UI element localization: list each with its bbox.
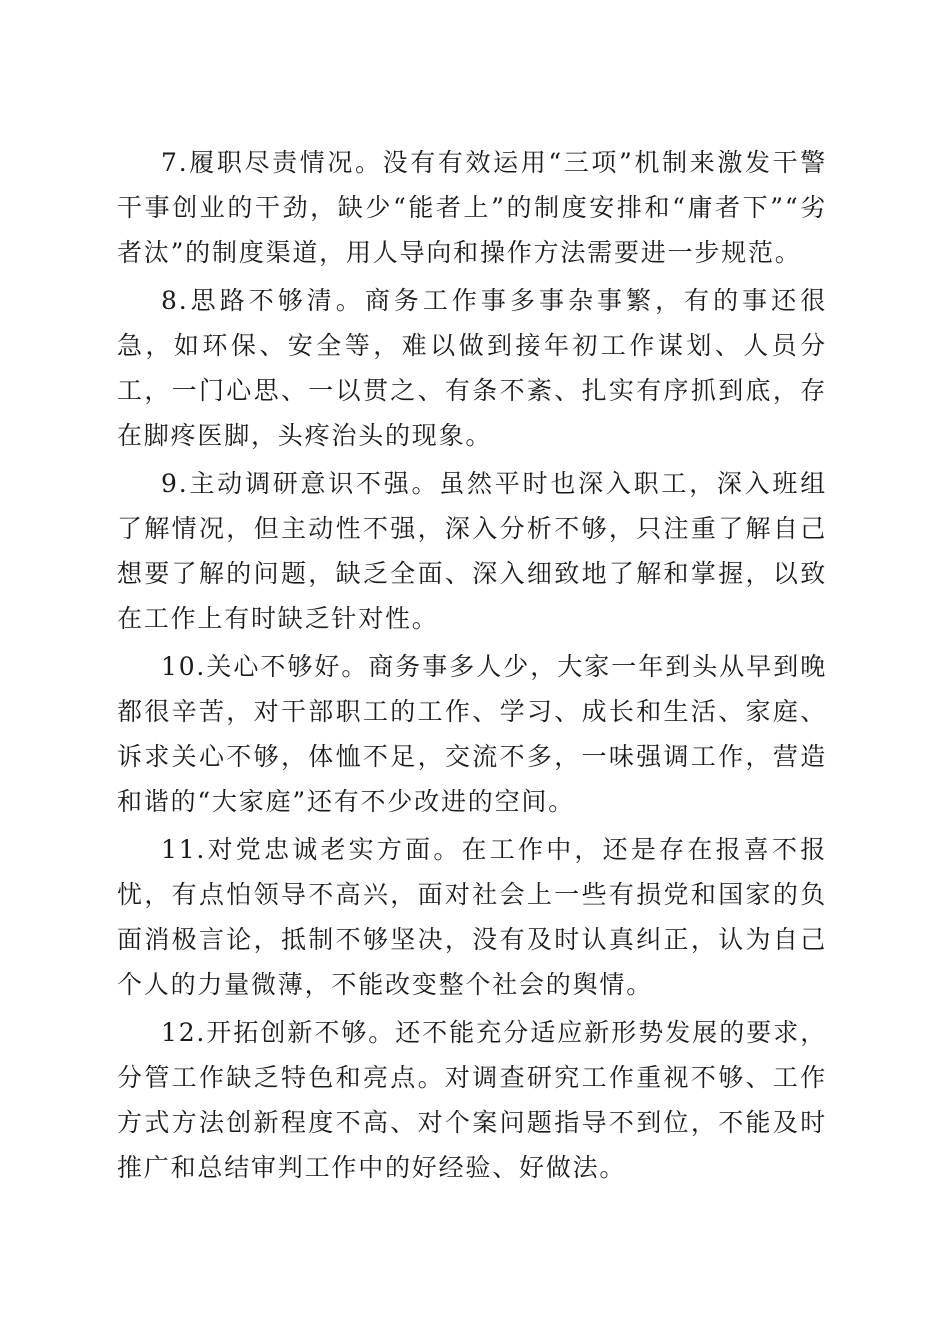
paragraph-12: 12.开拓创新不够。还不能充分适应新形势发展的要求，分管工作缺乏特色和亮点。对调查研究工作重视不够、工作方式方法创新程度不高、对个案问题指导不到位，不能及时推广和总结审判工作中的好经验、好做法。: [117, 1018, 827, 1182]
document-body: [117, 140, 827, 1193]
paragraph-9: 9.主动调研意识不强。虽然平时也深入职工，深入班组了解情况，但主动性不强，深入分析不够，只注重了解自己想要了解的问题，缺乏全面、深入细致地了解和掌握，以致在工作上有时缺乏针对性。: [117, 469, 827, 633]
paragraph-11: 11.对党忠诚老实方面。在工作中，还是存在报喜不报忧，有点怕领导不高兴，面对社会上一些有损党和国家的负面消极言论，抵制不够坚决，没有及时认真纠正，认为自己个人的力量微薄，不能改变整个社会的舆情。: [117, 835, 827, 999]
paragraph-7: 7.履职尽责情况。没有有效运用“三项”机制来激发干警干事创业的干劲，缺少“能者上”的制度安排和“庸者下”“劣者汰”的制度渠道，用人导向和操作方法需要进一步规范。: [117, 148, 827, 267]
paragraph-10: 10.关心不够好。商务事多人少，大家一年到头从早到晚都很辛苦，对干部职工的工作、学习、成长和生活、家庭、诉求关心不够，体恤不足，交流不多，一味强调工作，营造和谐的“大家庭”还有不少改进的空间。: [117, 652, 827, 816]
paragraph-8: 8.思路不够清。商务工作事多事杂事繁，有的事还很急，如环保、安全等，难以做到接年初工作谋划、人员分工，一门心思、一以贯之、有条不紊、扎实有序抓到底，存在脚疼医脚，头疼治头的现象。: [117, 286, 827, 450]
